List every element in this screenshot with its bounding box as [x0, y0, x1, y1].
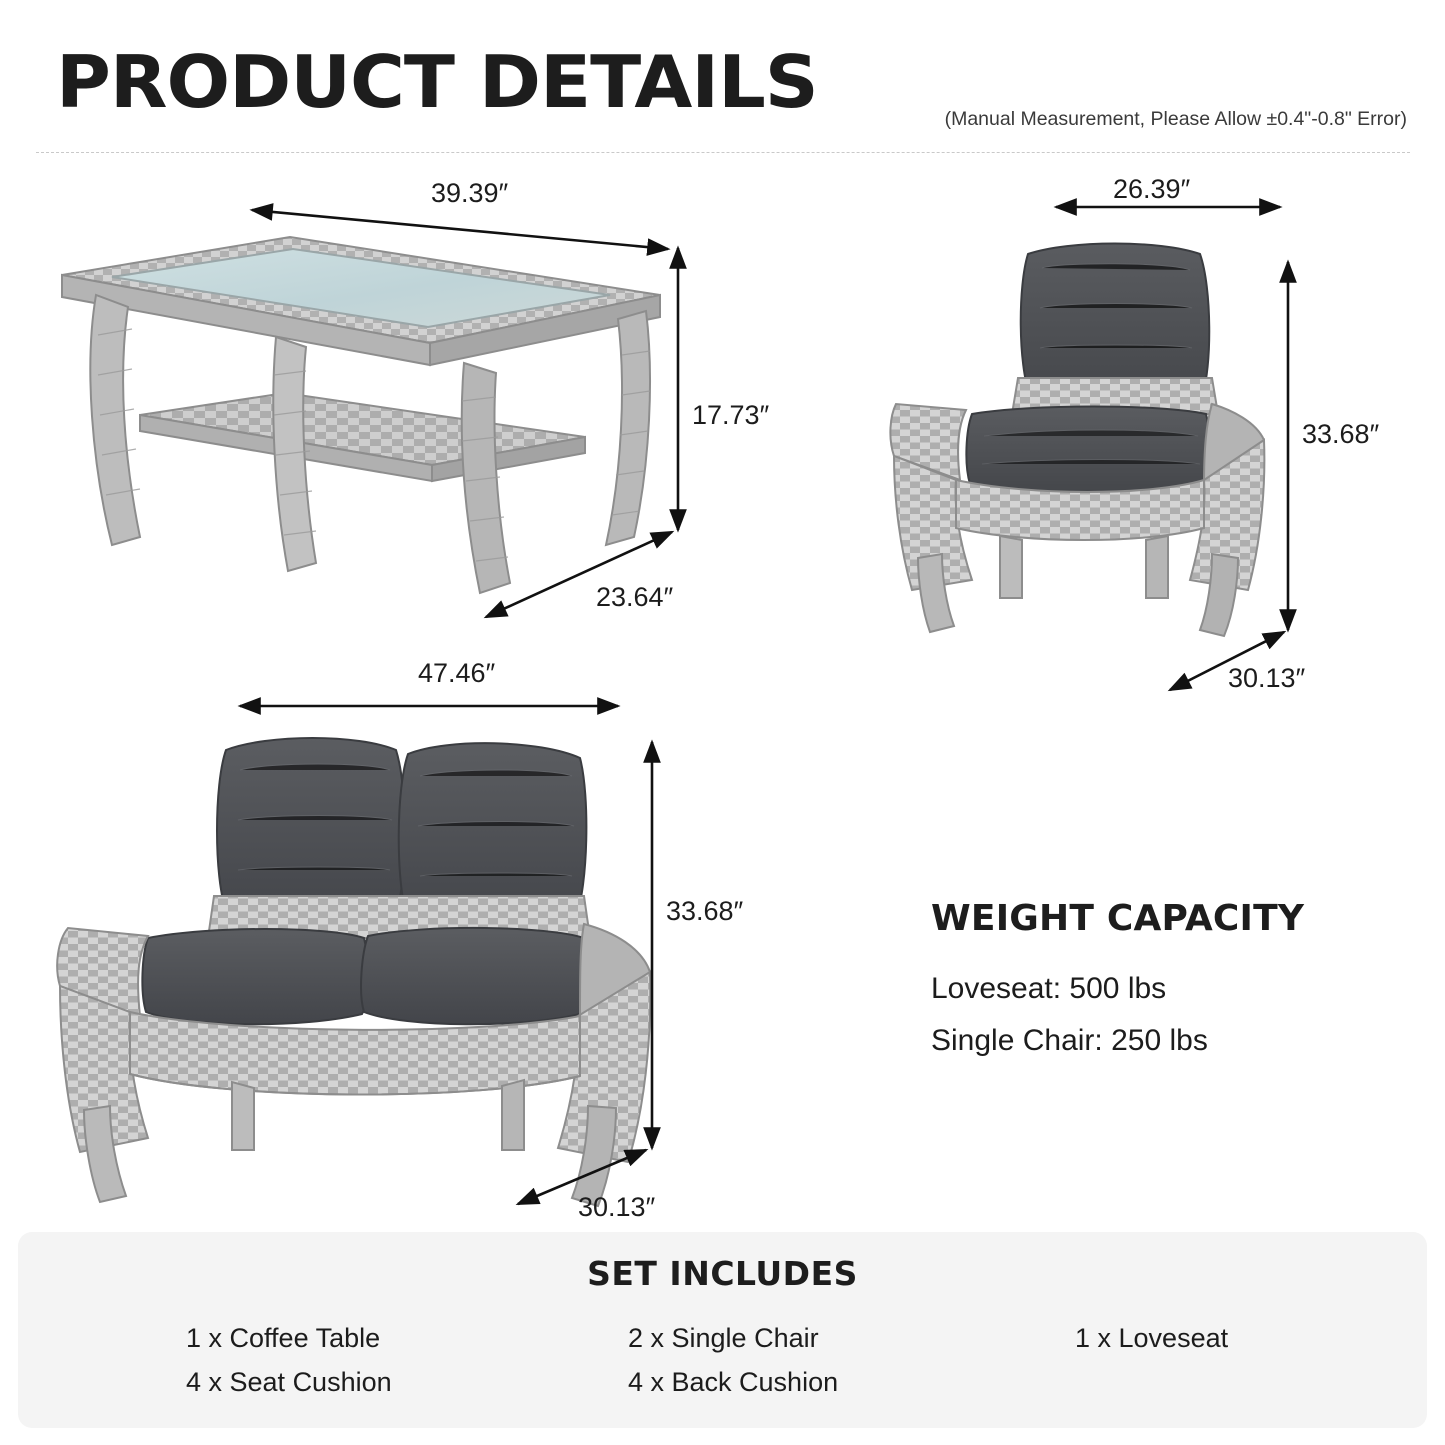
header — [0, 0, 1445, 152]
weight-capacity-loveseat: Loveseat: 500 lbs — [931, 972, 1167, 1005]
loveseat-height-label: 33.68″ — [666, 896, 744, 926]
coffee-table-width-label: 39.39″ — [431, 178, 509, 208]
single-chair-width-label: 26.39″ — [1113, 174, 1191, 204]
list-item: 1 x Loveseat — [1075, 1323, 1229, 1353]
set-includes-column-3 — [1075, 1316, 1228, 1360]
weight-capacity-section — [931, 898, 1391, 1067]
list-item: 1 x Coffee Table — [186, 1323, 381, 1353]
coffee-table-height-label: 17.73″ — [692, 400, 770, 430]
single-chair-illustration — [860, 228, 1290, 648]
header-divider — [36, 152, 1410, 153]
list-item: 2 x Single Chair — [628, 1323, 819, 1353]
loveseat-depth-label: 30.13″ — [578, 1192, 656, 1222]
coffee-table-illustration — [40, 215, 680, 615]
weight-capacity-single-chair: Single Chair: 250 lbs — [931, 1024, 1208, 1057]
single-chair-height-label: 33.68″ — [1302, 419, 1380, 449]
set-includes-column-1 — [186, 1316, 392, 1404]
list-item: 4 x Seat Cushion — [186, 1367, 392, 1397]
coffee-table-depth-label: 23.64″ — [596, 582, 674, 612]
list-item: 4 x Back Cushion — [628, 1367, 839, 1397]
set-includes-panel — [18, 1232, 1427, 1428]
loveseat-width-label: 47.46″ — [418, 658, 496, 688]
set-includes-title: SET INCLUDES — [587, 1254, 858, 1293]
loveseat-illustration — [28, 710, 668, 1210]
page-title: PRODUCT DETAILS — [56, 40, 818, 124]
set-includes-column-2 — [628, 1316, 838, 1404]
measurement-note: (Manual Measurement, Please Allow ±0.4"-0.8" Error) — [944, 108, 1407, 130]
weight-capacity-title: WEIGHT CAPACITY — [931, 898, 1305, 939]
single-chair-depth-label: 30.13″ — [1228, 663, 1306, 693]
